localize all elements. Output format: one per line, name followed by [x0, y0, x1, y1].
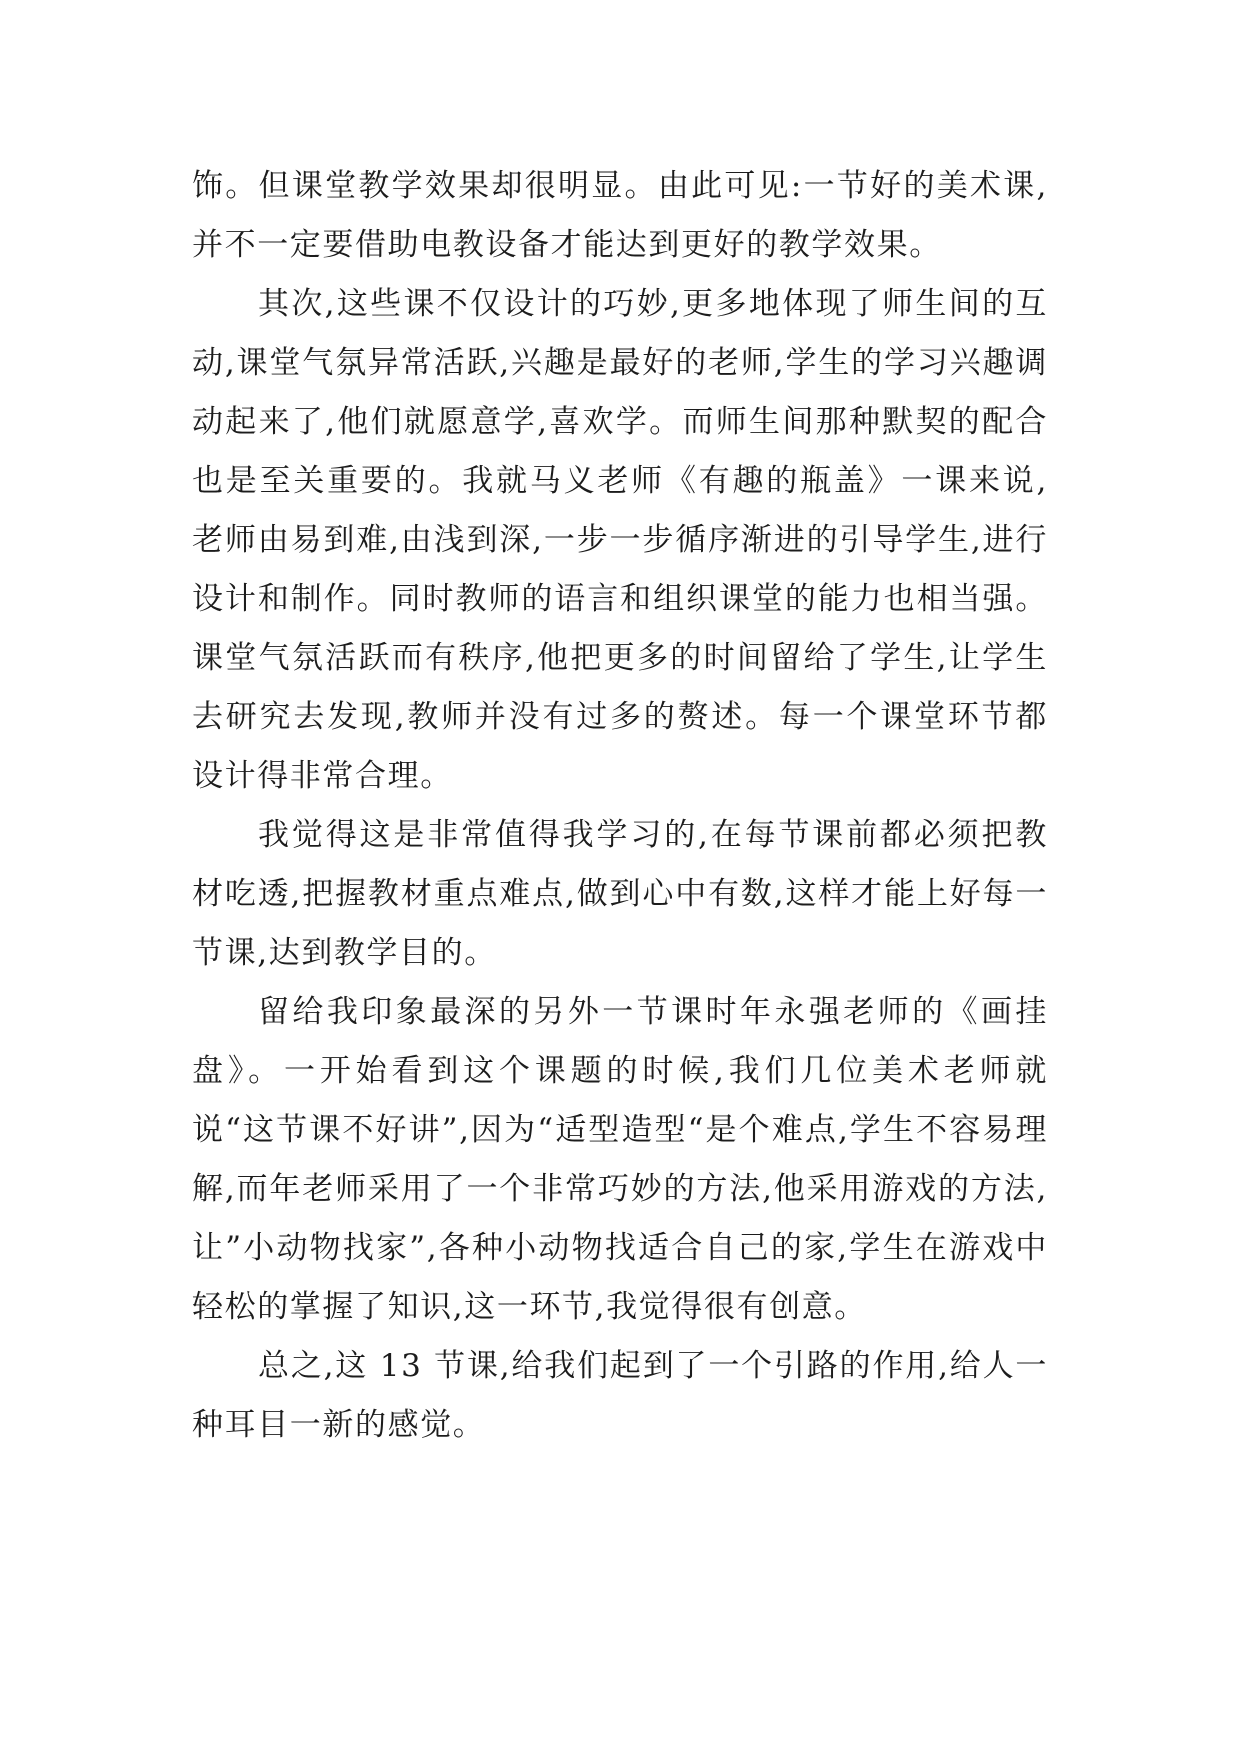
- paragraph-5: 总之,这 13 节课,给我们起到了一个引路的作用,给人一种耳目一新的感觉。: [192, 1348, 1048, 1443]
- paragraph-2: 其次,这些课不仅设计的巧妙,更多地体现了师生间的互动,课堂气氛异常活跃,兴趣是最好的老师,学生的学习兴趣调动起来了,他们就愿意学,喜欢学。而师生间那种默契的配合也是至关重要的。我就马义老师《有趣的瓶盖》一课来说,老师由易到难,由浅到深,一步一步循序渐进的引导学生,进行设计和制作。同时教师的语言和组织课堂的能力也相当强。课堂气氛活跃而有秩序,他把更多的时间留给了学生,让学生去研究去发现,教师并没有过多的赘述。每一个课堂环节都设计得非常合理。: [192, 286, 1048, 794]
- paragraph-4: 留给我印象最深的另外一节课时年永强老师的《画挂盘》。一开始看到这个课题的时候,我们几位美术老师就说“这节课不好讲”,因为“适型造型“是个难点,学生不容易理解,而年老师采用了一个非常巧妙的方法,他采用游戏的方法,让”小动物找家”,各种小动物找适合自己的家,学生在游戏中轻松的掌握了知识,这一环节,我觉得很有创意。: [192, 994, 1048, 1325]
- document-body: [192, 157, 1048, 1455]
- paragraph-1: 饰。但课堂教学效果却很明显。由此可见:一节好的美术课,并不一定要借助电教设备才能达到更好的教学效果。: [192, 168, 1048, 263]
- paragraph-3: 我觉得这是非常值得我学习的,在每节课前都必须把教材吃透,把握教材重点难点,做到心中有数,这样才能上好每一节课,达到教学目的。: [192, 817, 1048, 971]
